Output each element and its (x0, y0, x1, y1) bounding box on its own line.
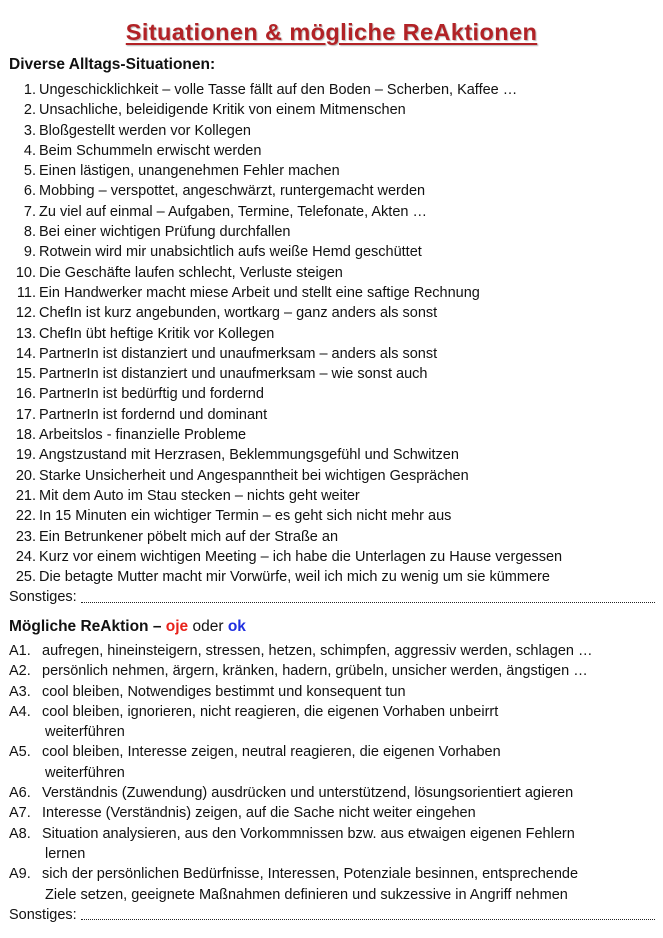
reaction-number: A3. (9, 683, 31, 700)
reaction-item (9, 742, 657, 783)
situation-text: ChefIn ist kurz angebunden, wortkarg – ganz anders als sonst (39, 305, 438, 322)
reaction-number: A7. (9, 805, 31, 822)
situation-item (9, 547, 657, 567)
situation-item (9, 567, 657, 587)
reaction-item (9, 702, 657, 743)
situation-item (9, 506, 657, 526)
situation-number: 1. (23, 82, 36, 98)
situation-item (9, 242, 657, 262)
reaction-number: A4. (9, 703, 31, 720)
reaction-text (42, 641, 657, 661)
situation-number: 14. (15, 345, 36, 362)
situation-text: Starke Unsicherheit und Angespanntheit bei wichtigen Gesprächen (39, 467, 469, 484)
situation-text: Arbeitslos - finanzielle Probleme (39, 427, 247, 444)
oder-label: oder (192, 618, 224, 635)
reaction-text-line: persönlich nehmen, ärgern, kränken, hadern, grübeln, unsicher werden, ängstigen … (42, 663, 588, 680)
situation-item (9, 283, 657, 303)
reaction-item (9, 864, 657, 905)
reaction-text-line: weiterführen (45, 724, 125, 741)
situation-text: Kurz vor einem wichtigen Meeting – ich habe die Unterlagen zu Hause vergessen (39, 548, 563, 565)
situation-item (9, 344, 657, 364)
reaction-text-line: Ziele setzen, geeignete Maßnahmen definieren und sukzessive in Angriff nehmen (45, 886, 568, 903)
situation-number: 5. (23, 163, 36, 180)
situation-item (9, 445, 657, 465)
reaction-number: A9. (9, 866, 31, 883)
situation-text: ChefIn übt heftige Kritik vor Kollegen (39, 325, 275, 342)
reaction-item (9, 824, 657, 865)
situation-number: 13. (15, 325, 36, 342)
situations-other-line (9, 587, 657, 607)
situation-number: 12. (15, 305, 36, 322)
reaction-text (42, 702, 657, 743)
ok-label: ok (227, 618, 246, 635)
reaction-text-line: cool bleiben, Interesse zeigen, neutral reagieren, die eigenen Vorhaben (42, 744, 501, 761)
situation-text: Beim Schummeln erwischt werden (39, 142, 262, 159)
reaction-text (42, 682, 657, 702)
situation-number: 18. (15, 427, 36, 444)
situation-item (9, 141, 657, 161)
situation-text: PartnerIn ist distanziert und unaufmerksam – wie sonst auch (39, 366, 428, 383)
dotted-fill-line (81, 905, 655, 920)
situation-item (9, 80, 657, 100)
reaction-number: A6. (9, 785, 31, 802)
situation-text: PartnerIn ist bedürftig und fordernd (39, 386, 264, 403)
situation-number: 11. (16, 284, 36, 301)
situation-item (9, 303, 657, 323)
reaction-text-line: Verständnis (Zuwendung) ausdrücken und unterstützend, lösungsorientiert agieren (42, 785, 574, 802)
reactions-other-line (9, 905, 657, 925)
situation-number: 19. (15, 447, 36, 464)
situation-number: 22. (15, 508, 36, 525)
situation-text: Unsachliche, beleidigende Kritik von einem Mitmenschen (39, 102, 406, 119)
reaction-item (9, 641, 657, 661)
situation-text: Zu viel auf einmal – Aufgaben, Termine, Telefonate, Akten … (39, 203, 427, 220)
situations-other-label: Sonstiges: (9, 589, 77, 606)
situation-number: 16. (15, 386, 36, 403)
reaction-text (42, 661, 657, 681)
situation-number: 3. (23, 122, 36, 139)
situation-number: 25. (15, 569, 36, 586)
reaction-item (9, 682, 657, 702)
situation-item (9, 486, 657, 506)
situation-number: 10. (15, 264, 36, 281)
situation-item (9, 384, 657, 404)
document-title: Situationen & mögliche ReAktionen (125, 19, 538, 45)
reaction-text (42, 742, 657, 783)
situation-text: Mit dem Auto im Stau stecken – nichts geht weiter (39, 487, 360, 504)
situation-text: Die betagte Mutter macht mir Vorwürfe, weil ich mich zu wenig um sie kümmere (39, 569, 550, 586)
situation-number: 9. (23, 244, 36, 261)
reaction-number: A8. (9, 825, 31, 842)
situation-text: Bloßgestellt werden vor Kollegen (39, 122, 251, 139)
situation-text: Mobbing – verspottet, angeschwärzt, runtergemacht werden (39, 183, 426, 200)
situation-text: Ein Handwerker macht miese Arbeit und stellt eine saftige Rechnung (39, 284, 480, 301)
situation-text: In 15 Minuten ein wichtiger Termin – es geht sich nicht mehr aus (39, 508, 452, 525)
situation-number: 4. (23, 142, 36, 159)
situation-text: Einen lästigen, unangenehmen Fehler machen (39, 163, 340, 180)
reaction-text-line: lernen (45, 845, 86, 862)
reaction-number: A2. (9, 663, 31, 680)
reactions-heading (9, 618, 246, 636)
situation-text: Ungeschicklichkeit – volle Tasse fällt auf den Boden – Scherben, Kaffee … (39, 82, 518, 98)
situation-number: 8. (23, 224, 36, 241)
situation-text: Die Geschäfte laufen schlecht, Verluste steigen (39, 264, 343, 281)
reactions-list (9, 641, 657, 925)
reaction-text (42, 864, 657, 905)
reactions-heading-prefix: Mögliche ReAktion – (9, 618, 162, 635)
situation-item (9, 222, 657, 242)
reaction-text-line: cool bleiben, Notwendiges bestimmt und konsequent tun (42, 683, 406, 700)
reaction-text-line: sich der persönlichen Bedürfnisse, Interessen, Potenziale besinnen, entsprechende (42, 866, 579, 883)
situation-text: Rotwein wird mir unabsichtlich aufs weiße Hemd geschüttet (39, 244, 422, 261)
situation-item (9, 364, 657, 384)
reaction-text-line: cool bleiben, ignorieren, nicht reagieren, die eigenen Vorhaben unbeirrt (42, 703, 499, 720)
reaction-number: A1. (9, 643, 31, 659)
situation-item (9, 263, 657, 283)
situation-number: 2. (23, 102, 36, 119)
reaction-text (42, 783, 657, 803)
situation-number: 21. (15, 487, 36, 504)
reaction-text-line: Interesse (Verständnis) zeigen, auf die Sache nicht weiter eingehen (42, 805, 476, 822)
situation-text: Ein Betrunkener pöbelt mich auf der Straße an (39, 528, 339, 545)
reaction-item (9, 661, 657, 681)
situation-item (9, 405, 657, 425)
reaction-text (42, 824, 657, 865)
situation-item (9, 466, 657, 486)
situation-number: 24. (15, 548, 36, 565)
situation-item (9, 181, 657, 201)
reaction-text (42, 803, 657, 823)
situation-text: PartnerIn ist fordernd und dominant (39, 406, 268, 423)
situation-item (9, 425, 657, 445)
situation-number: 15. (15, 366, 36, 383)
situation-text: Angstzustand mit Herzrasen, Beklemmungsgefühl und Schwitzen (39, 447, 459, 464)
reaction-text-line: weiterführen (45, 764, 125, 781)
reaction-item (9, 803, 657, 823)
situation-item (9, 161, 657, 181)
situation-item (9, 121, 657, 141)
situation-item (9, 100, 657, 120)
situations-list (9, 80, 657, 608)
situation-item (9, 202, 657, 222)
reaction-item (9, 783, 657, 803)
dotted-fill-line (81, 587, 655, 602)
situations-heading: Diverse Alltags-Situationen: (9, 56, 216, 73)
situation-item (9, 527, 657, 547)
situation-number: 6. (23, 183, 36, 200)
situation-text: PartnerIn ist distanziert und unaufmerksam – anders als sonst (39, 345, 438, 362)
reactions-other-label: Sonstiges: (9, 906, 77, 923)
reaction-number: A5. (9, 744, 31, 761)
reaction-text-line: Situation analysieren, aus den Vorkommnissen bzw. aus etwaigen eigenen Fehlern (42, 825, 575, 842)
oje-label: oje (165, 618, 189, 635)
situation-text: Bei einer wichtigen Prüfung durchfallen (39, 224, 291, 241)
situation-number: 23. (15, 528, 36, 545)
situation-number: 17. (15, 406, 36, 423)
reaction-text-line: aufregen, hineinsteigern, stressen, hetzen, schimpfen, aggressiv werden, schlagen … (42, 643, 593, 659)
situation-number: 7. (23, 203, 36, 220)
situation-item (9, 324, 657, 344)
situation-number: 20. (15, 467, 36, 484)
